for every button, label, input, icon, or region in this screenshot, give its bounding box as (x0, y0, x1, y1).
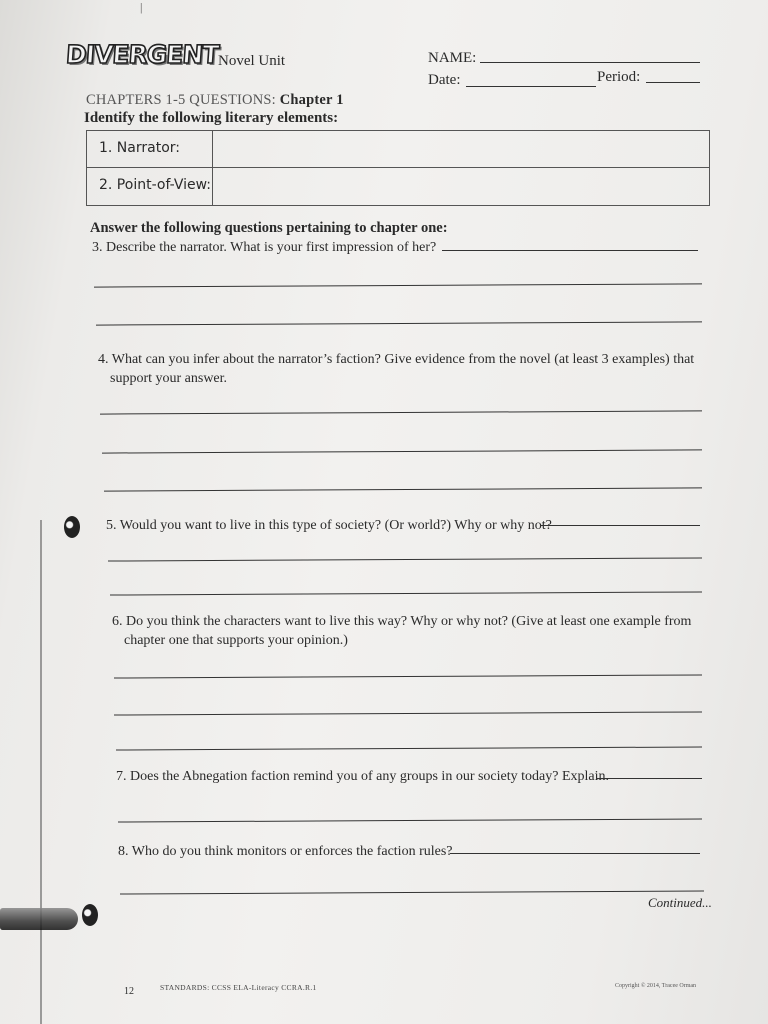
answer-line-q4[interactable] (104, 487, 702, 491)
answer-line-q3[interactable] (96, 321, 702, 325)
standards-note: STANDARDS: CCSS ELA-Literacy CCRA.R.1 (160, 983, 317, 992)
question-4-line1: 4. What can you infer about the narrator’s faction? Give evidence from the novel (at least 3 examples) that (98, 352, 695, 367)
novel-unit-subtitle: Novel Unit (218, 53, 286, 69)
answer-line-q7[interactable] (596, 778, 702, 779)
narrator-label: 1. Narrator: (87, 131, 213, 167)
answer-line-q4[interactable] (100, 410, 702, 414)
answer-line-q5[interactable] (108, 557, 702, 561)
chapters-heading (86, 92, 344, 109)
scan-artifact: | (140, 0, 143, 14)
table-row (87, 131, 709, 168)
page-number: 12 (124, 986, 134, 997)
chapters-label: CHAPTERS 1-5 QUESTIONS: (86, 92, 276, 108)
question-5: 5. Would you want to live in this type of society? (Or world?) Why or why not? (106, 518, 552, 533)
binder-hole (82, 904, 98, 926)
answer-line-q5[interactable] (540, 525, 700, 526)
narrator-answer-box[interactable] (213, 131, 709, 167)
answer-instruction: Answer the following questions pertaining to chapter one: (90, 220, 448, 236)
question-4 (98, 350, 694, 388)
answer-line-q6[interactable] (114, 674, 702, 678)
question-4-line2: support your answer. (110, 371, 228, 386)
answer-line-q4[interactable] (102, 449, 702, 453)
answer-line-q5[interactable] (110, 591, 702, 595)
question-6-line2: chapter one that supports your opinion.) (124, 633, 348, 648)
date-label: Date: (428, 72, 461, 88)
period-label: Period: (597, 69, 641, 85)
continued-note: Continued... (648, 895, 712, 910)
point-of-view-label: 2. Point-of-View: (87, 168, 213, 205)
question-7: 7. Does the Abnegation faction remind you of any groups in our society today? Explain. (116, 769, 610, 784)
chapter-label: Chapter 1 (279, 92, 344, 108)
divergent-logo: DIVERGENT (64, 40, 220, 69)
question-3: 3. Describe the narrator. What is your first impression of her? (92, 240, 437, 255)
answer-line-q6[interactable] (114, 711, 702, 715)
literary-elements-table (86, 130, 710, 206)
binder-hole (64, 516, 80, 538)
answer-line-q8[interactable] (120, 890, 704, 894)
name-field[interactable] (480, 62, 700, 63)
identify-instruction: Identify the following literary elements: (84, 110, 339, 126)
name-label: NAME: (428, 50, 477, 66)
copyright-note: Copyright © 2014, Tracee Orman (615, 983, 697, 989)
table-row (87, 168, 709, 205)
date-field[interactable] (466, 86, 596, 87)
binder-clip (0, 908, 78, 930)
answer-line-q8[interactable] (450, 853, 700, 854)
answer-line-q3[interactable] (94, 283, 702, 287)
answer-line-q3[interactable] (442, 250, 698, 251)
question-8: 8. Who do you think monitors or enforces the faction rules? (118, 844, 453, 859)
period-field[interactable] (646, 82, 700, 83)
margin-line (40, 520, 42, 1024)
answer-line-q7[interactable] (118, 818, 702, 822)
answer-line-q6[interactable] (116, 746, 702, 750)
question-6-line1: 6. Do you think the characters want to live this way? Why or why not? (Give at least one example from (112, 614, 692, 629)
question-6 (112, 612, 691, 650)
point-of-view-answer-box[interactable] (213, 168, 709, 205)
